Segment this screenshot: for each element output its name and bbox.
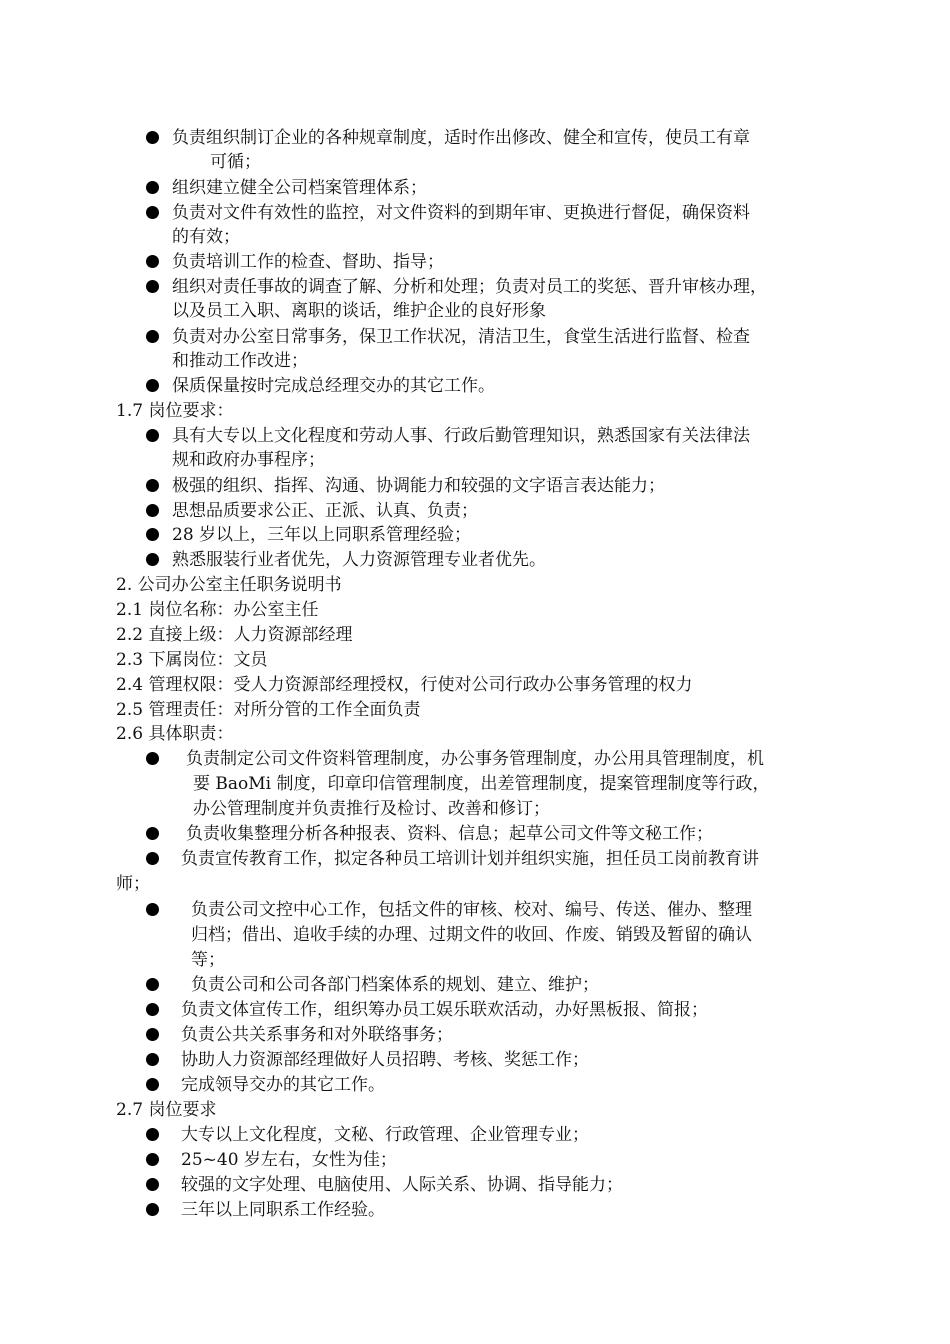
duty-item: 保质保量按时完成总经理交办的其它工作。 [172,376,495,396]
section-heading: 2.6 具体职责： [116,724,234,744]
bullet [146,1078,159,1091]
bullet [146,1153,159,1166]
duty-item: 负责组织制订企业的各种规章制度，适时作出修改、健全和宣传，使员工有章 [172,128,750,148]
duty-item: 组织建立健全公司档案管理体系； [172,178,427,198]
bullet [146,280,159,293]
direct-superior: 2.2 直接上级：人力资源部经理 [116,625,353,645]
requirement-item: 大专以上文化程度，文秘、行政管理、企业管理专业； [181,1125,589,1145]
duty-item: 负责对办公室日常事务，保卫工作状况，清洁卫生，食堂生活进行监督、检查 [172,327,750,347]
duty-item-cont: 可循； [210,152,261,172]
duty-item: 负责制定公司文件资料管理制度，办公事务管理制度，办公用具管理制度，机 [186,749,764,769]
section-title: 2. 公司办公室主任职务说明书 [116,575,342,595]
bullet [146,1203,159,1216]
bullet [146,255,159,268]
duty-item-cont: 以及员工入职、离职的谈话，维护企业的良好形象 [172,301,546,321]
duty-item: 负责宣传教育工作，拟定各种员工培训计划并组织实施，担任员工岗前教育讲 [181,849,759,869]
requirement-item: 25~40 岁左右，女性为佳； [181,1150,397,1170]
duty-item: 完成领导交办的其它工作。 [181,1075,385,1095]
bullet [146,528,159,541]
duty-item-cont: 师； [116,874,150,894]
duty-item: 负责对文件有效性的监控，对文件资料的到期年审、更换进行督促，确保资料 [172,203,750,223]
duty-item: 负责公司文控中心工作，包括文件的审核、校对、编号、传送、催办、整理 [191,900,752,920]
bullet [146,1178,159,1191]
duty-item-cont: 和推动工作改进； [172,351,308,371]
requirement-item: 具有大专以上文化程度和劳动人事、行政后勤管理知识，熟悉国家有关法律法 [172,426,750,446]
bullet [146,181,159,194]
bullet [146,330,159,343]
requirement-item: 28 岁以上，三年以上同职系管理经验； [172,525,472,545]
bullet [146,1053,159,1066]
duty-item-cont: 办公管理制度并负责推行及检讨、改善和修订； [193,799,550,819]
bullet [146,1128,159,1141]
section-heading: 2.7 岗位要求 [116,1100,217,1120]
bullet [146,1003,159,1016]
bullet [146,827,159,840]
duty-item-cont: 要 BaoMi 制度，印章印信管理制度，出差管理制度，提案管理制度等行政， [193,774,770,794]
duty-item: 负责公共关系事务和对外联络事务； [181,1025,453,1045]
requirement-item-cont: 规和政府办事程序； [172,450,325,470]
bullet [146,978,159,991]
duty-item: 负责公司和公司各部门档案体系的规划、建立、维护； [191,975,599,995]
duty-item: 负责培训工作的检查、督助、指导； [172,252,444,272]
bullet [146,131,159,144]
duty-item: 负责收集整理分析各种报表、资料、信息；起草公司文件等文秘工作； [186,824,713,844]
management-responsibility: 2.5 管理责任：对所分管的工作全面负责 [116,700,421,720]
requirement-item: 熟悉服装行业者优先，人力资源管理专业者优先。 [172,550,546,570]
requirement-item: 极强的组织、指挥、沟通、协调能力和较强的文字语言表达能力； [172,476,665,496]
duty-item: 协助人力资源部经理做好人员招聘、考核、奖惩工作； [181,1050,589,1070]
requirement-item: 三年以上同职系工作经验。 [181,1200,385,1220]
management-authority: 2.4 管理权限：受人力资源部经理授权，行使对公司行政办公事务管理的权力 [116,675,693,695]
bullet [146,852,159,865]
subordinate-position: 2.3 下属岗位：文员 [116,650,268,670]
requirement-item: 思想品质要求公正、正派、认真、负责； [172,501,478,521]
bullet [146,429,159,442]
duty-item: 组织对责任事故的调查了解、分析和处理；负责对员工的奖惩、晋升审核办理， [172,277,767,297]
requirement-item: 较强的文字处理、电脑使用、人际关系、协调、指导能力； [181,1175,623,1195]
bullet [146,903,159,916]
bullet [146,1028,159,1041]
bullet [146,752,159,765]
section-heading: 1.7 岗位要求： [116,401,234,421]
duty-item-cont: 等； [191,950,225,970]
bullet [146,553,159,566]
bullet [146,479,159,492]
duty-item-cont: 的有效； [172,227,240,247]
bullet [146,206,159,219]
duty-item: 负责文体宣传工作，组织筹办员工娱乐联欢活动，办好黑板报、简报； [181,1000,708,1020]
duty-item-cont: 归档；借出、追收手续的办理、过期文件的收回、作废、销毁及暂留的确认 [191,925,752,945]
bullet [146,379,159,392]
bullet [146,504,159,517]
position-name: 2.1 岗位名称：办公室主任 [116,600,319,620]
